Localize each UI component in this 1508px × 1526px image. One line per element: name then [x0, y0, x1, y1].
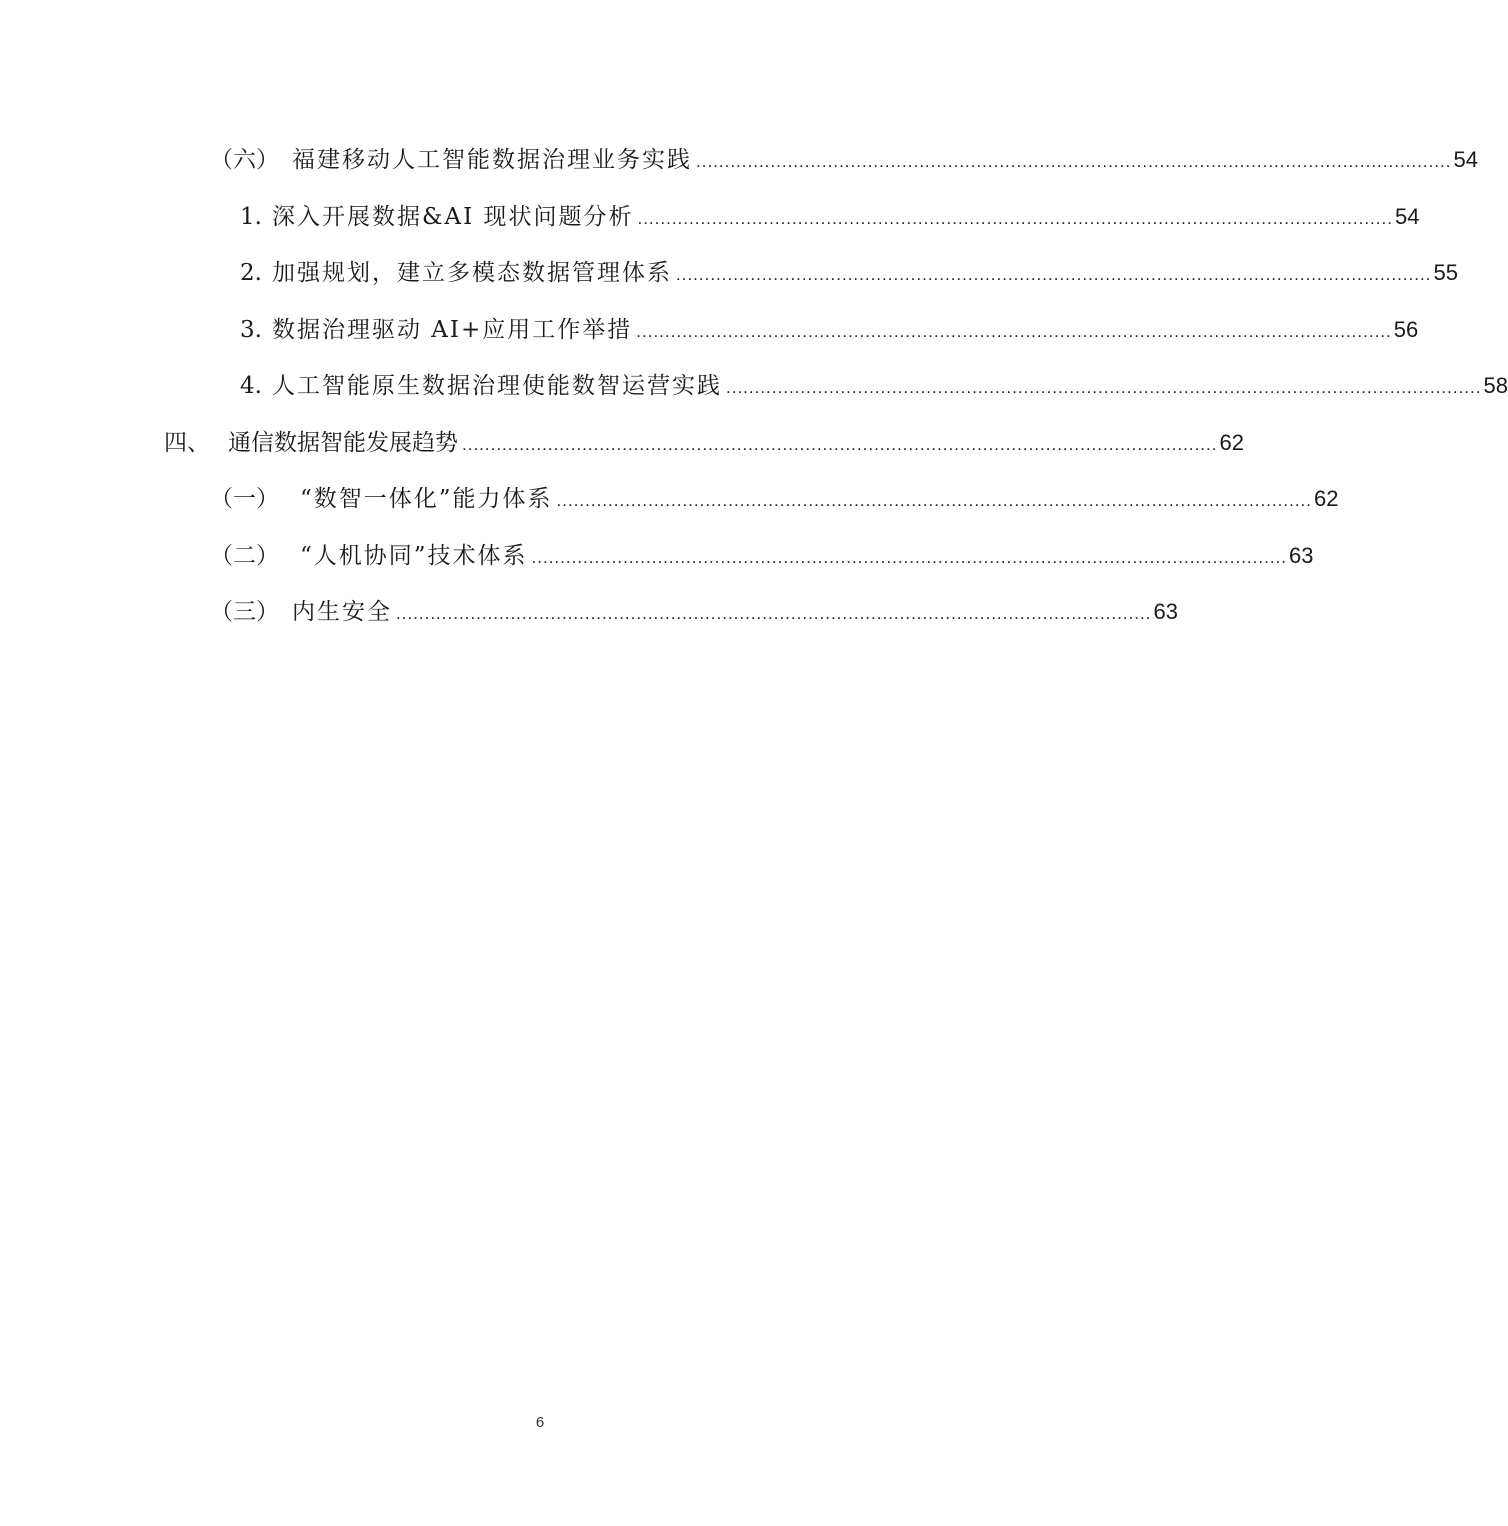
toc-entry[interactable] [210, 536, 1314, 576]
toc-dot-leader: .................................................................................................................................... [726, 378, 1482, 397]
toc-entry[interactable] [240, 197, 1420, 237]
toc-entry-page: 54 [1453, 147, 1478, 172]
toc-entry[interactable] [210, 140, 1478, 180]
toc-entry-label: 内生安全 [292, 599, 392, 625]
toc-entry-label: “数智一体化”能力体系 [300, 486, 553, 512]
toc-dot-leader: .................................................................................................................................... [462, 435, 1218, 454]
toc-entry-number: （三） [210, 599, 279, 625]
toc-entry-number: 1. [240, 204, 262, 230]
toc-entry-number: 4. [240, 373, 262, 399]
toc-entry-page: 62 [1314, 486, 1339, 511]
toc-entry-page: 56 [1393, 317, 1419, 342]
toc-entry-number: （二） [210, 543, 279, 569]
toc-entry-page: 58 [1483, 373, 1508, 398]
toc-entry-label: 数据治理驱动 AI+应用工作举措 [272, 317, 633, 343]
toc-entry-label: 深入开展数据&AI 现状问题分析 [272, 204, 634, 230]
toc-entry-label: 福建移动人工智能数据治理业务实践 [292, 147, 692, 173]
page-number: 6 [535, 1414, 545, 1431]
toc-dot-leader: .................................................................................................................................... [676, 265, 1432, 284]
toc-dot-leader: .................................................................................................................................... [531, 548, 1287, 567]
toc-entry-page: 55 [1433, 260, 1458, 285]
toc-entry-number: （六） [210, 147, 279, 173]
toc-dot-leader: .................................................................................................................................... [637, 209, 1393, 228]
toc-entry[interactable] [240, 253, 1458, 293]
toc-dot-leader: .................................................................................................................................... [556, 491, 1312, 510]
toc-entry[interactable] [210, 479, 1339, 519]
toc-entry-number: 3. [240, 317, 262, 343]
toc-entry[interactable] [240, 310, 1419, 350]
toc-dot-leader: .................................................................................................................................... [696, 152, 1452, 171]
toc-entry[interactable] [240, 366, 1508, 406]
toc-entry-label: “人机协同”技术体系 [300, 543, 528, 569]
toc-entry-label: 人工智能原生数据治理使能数智运营实践 [272, 373, 722, 399]
toc-entry-number: 2. [240, 260, 262, 286]
toc-dot-leader: .................................................................................................................................... [636, 322, 1392, 341]
toc-entry-label: 加强规划，建立多模态数据管理体系 [272, 260, 672, 286]
toc-entry-number: （一） [210, 486, 279, 512]
toc-entry-page: 62 [1219, 430, 1244, 455]
toc-dot-leader: .................................................................................................................................... [396, 604, 1152, 623]
toc-entry-page: 54 [1394, 204, 1420, 229]
toc-entry-number: 四、 [164, 430, 210, 456]
toc-entry-page: 63 [1289, 543, 1314, 568]
toc-entry[interactable] [164, 423, 1244, 463]
toc-entry-label: 通信数据智能发展趋势 [228, 430, 458, 456]
toc-entry-page: 63 [1153, 599, 1178, 624]
toc-entry[interactable] [210, 592, 1178, 632]
